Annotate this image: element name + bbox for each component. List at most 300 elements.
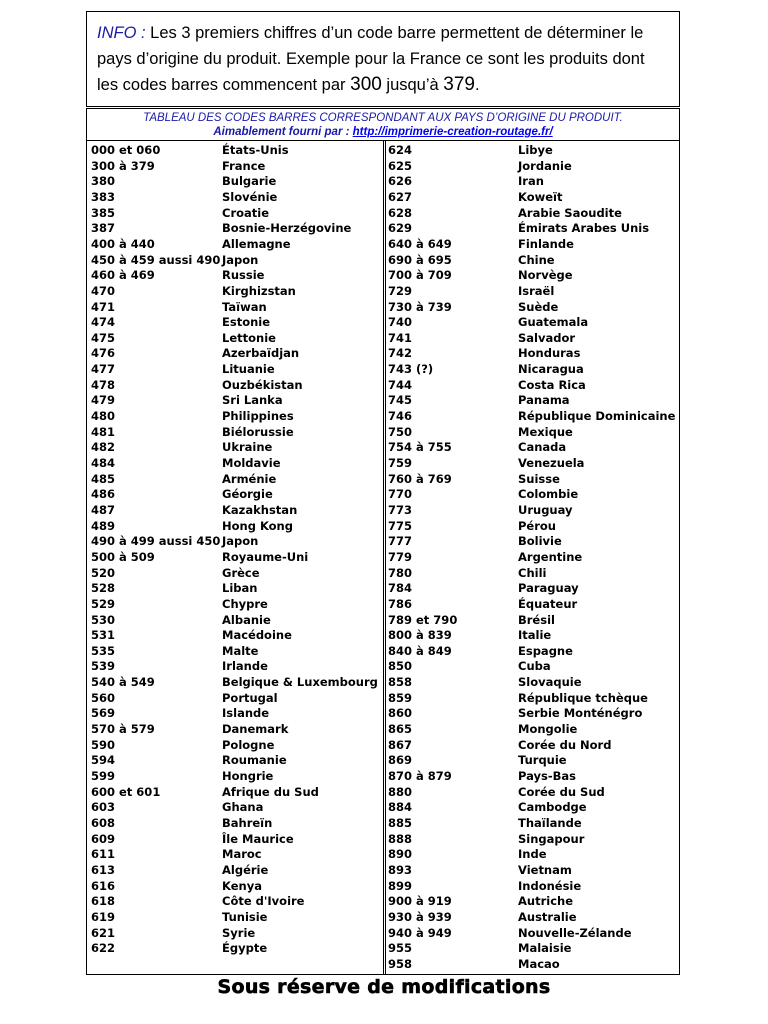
info-text-mid: jusqu’à bbox=[381, 76, 444, 94]
barcode-prefix: 531 bbox=[91, 628, 116, 643]
barcode-prefix: 479 bbox=[91, 393, 116, 408]
barcode-prefix: 930 à 939 bbox=[388, 909, 452, 924]
table-row bbox=[87, 142, 383, 158]
barcode-prefix: 899 bbox=[388, 878, 413, 893]
country-name: Côte d'Ivoire bbox=[222, 894, 305, 909]
table-row bbox=[386, 768, 682, 784]
barcode-prefix: 621 bbox=[91, 925, 116, 940]
country-name: Lettonie bbox=[222, 330, 276, 345]
table-row bbox=[87, 721, 383, 737]
barcode-prefix: 486 bbox=[91, 487, 116, 502]
table-row bbox=[87, 502, 383, 518]
barcode-prefix: 535 bbox=[91, 643, 116, 658]
country-name: Croatie bbox=[222, 205, 270, 220]
country-name: Pérou bbox=[518, 518, 556, 533]
table-row bbox=[386, 799, 682, 815]
table-row bbox=[87, 486, 383, 502]
country-name: Libye bbox=[518, 143, 553, 157]
country-name: Kazakhstan bbox=[222, 502, 298, 517]
country-name: Chili bbox=[518, 565, 547, 580]
country-name: Russie bbox=[222, 268, 265, 283]
country-name: République Dominicaine bbox=[518, 409, 676, 424]
country-name: Mexique bbox=[518, 424, 573, 439]
table-row bbox=[386, 205, 682, 221]
barcode-prefix: 569 bbox=[91, 706, 116, 721]
barcode-prefix: 627 bbox=[388, 189, 413, 204]
barcode-prefix: 608 bbox=[91, 815, 116, 830]
country-name: Canada bbox=[518, 440, 567, 455]
country-name: République tchèque bbox=[518, 690, 648, 705]
table-column-left bbox=[87, 141, 384, 974]
table-row bbox=[386, 158, 682, 174]
barcode-prefix: 477 bbox=[91, 362, 116, 377]
country-name: Venezuela bbox=[518, 456, 585, 470]
barcode-prefix: 520 bbox=[91, 565, 116, 580]
country-name: Nicaragua bbox=[518, 362, 584, 377]
table-row bbox=[87, 643, 383, 659]
country-name: Ghana bbox=[222, 800, 264, 815]
country-name: Paraguay bbox=[518, 581, 579, 596]
country-name: Lituanie bbox=[222, 362, 275, 377]
country-name: Émirats Arabes Unis bbox=[518, 221, 650, 236]
table-row bbox=[386, 189, 682, 205]
barcode-prefix: 940 à 949 bbox=[388, 925, 452, 940]
table-row bbox=[386, 486, 682, 502]
table-row bbox=[386, 549, 682, 565]
credit-link[interactable]: http://imprimerie-creation-routage.fr/ bbox=[352, 126, 553, 138]
country-name: Kenya bbox=[222, 878, 262, 893]
table-row bbox=[386, 878, 682, 894]
country-name: Hong Kong bbox=[222, 518, 293, 533]
barcode-prefix: 867 bbox=[388, 737, 413, 752]
country-name: Bahreïn bbox=[222, 815, 273, 830]
table-row bbox=[87, 862, 383, 878]
barcode-prefix: 618 bbox=[91, 894, 116, 909]
country-name: Sri Lanka bbox=[222, 393, 283, 408]
country-name: Argentine bbox=[518, 549, 583, 564]
country-name: Bosnie-Herzégovine bbox=[222, 221, 352, 236]
barcode-prefix: 490 à 499 aussi 450 bbox=[91, 534, 221, 549]
table-row bbox=[87, 596, 383, 612]
barcode-prefix: 750 bbox=[388, 424, 413, 439]
table-row bbox=[386, 455, 682, 471]
country-name: Danemark bbox=[222, 722, 289, 737]
country-name: Chypre bbox=[222, 596, 268, 611]
barcode-prefix: 539 bbox=[91, 659, 116, 674]
info-text: Les 3 premiers chiffres d’un code barre permettent de déterminer le pays d’origine du produit. Exemple pour la France ce sont les produits dont les codes barres commencent par bbox=[97, 24, 645, 94]
table-row bbox=[386, 658, 682, 674]
country-name: Hongrie bbox=[222, 769, 274, 783]
country-name: Colombie bbox=[518, 487, 579, 502]
country-name: Moldavie bbox=[222, 456, 281, 470]
barcode-prefix: 500 à 509 bbox=[91, 549, 155, 564]
country-name: Pays-Bas bbox=[518, 769, 577, 783]
country-name: Équateur bbox=[518, 596, 578, 611]
table-row bbox=[386, 424, 682, 440]
table-row bbox=[87, 752, 383, 768]
barcode-prefix: 893 bbox=[388, 862, 413, 877]
country-name: Arabie Saoudite bbox=[518, 205, 622, 220]
barcode-prefix: 000 et 060 bbox=[91, 143, 161, 157]
country-name: Costa Rica bbox=[518, 377, 586, 392]
barcode-prefix: 590 bbox=[91, 737, 116, 752]
barcode-prefix: 955 bbox=[388, 941, 413, 956]
table-row bbox=[87, 940, 383, 956]
barcode-prefix: 690 à 695 bbox=[388, 252, 452, 267]
country-name: Roumanie bbox=[222, 753, 287, 768]
table-row bbox=[386, 596, 682, 612]
barcode-prefix: 746 bbox=[388, 409, 413, 424]
country-name: Finlande bbox=[518, 236, 574, 251]
barcode-prefix: 880 bbox=[388, 784, 413, 799]
barcode-prefix: 869 bbox=[388, 753, 413, 768]
table-row bbox=[87, 674, 383, 690]
table-row bbox=[386, 643, 682, 659]
barcode-prefix: 616 bbox=[91, 878, 116, 893]
barcode-prefix: 865 bbox=[388, 722, 413, 737]
country-name: France bbox=[222, 158, 266, 173]
table-title: TABLEAU DES CODES BARRES CORRESPONDANT AUX PAYS D’ORIGINE DU PRODUIT. bbox=[143, 112, 623, 124]
table-row bbox=[386, 283, 682, 299]
table-row bbox=[87, 236, 383, 252]
country-name: Macao bbox=[518, 956, 560, 971]
barcode-prefix: 480 bbox=[91, 409, 116, 424]
table-row bbox=[386, 299, 682, 315]
barcode-prefix: 784 bbox=[388, 581, 413, 596]
table-row bbox=[87, 267, 383, 283]
info-label: INFO : bbox=[97, 24, 146, 42]
country-name: Italie bbox=[518, 628, 552, 643]
country-name: Nouvelle-Zélande bbox=[518, 925, 632, 940]
country-name: Pologne bbox=[222, 737, 275, 752]
barcode-prefix: 600 et 601 bbox=[91, 784, 161, 799]
table-row bbox=[386, 330, 682, 346]
barcode-prefix: 603 bbox=[91, 800, 116, 815]
barcode-prefix: 570 à 579 bbox=[91, 722, 155, 737]
country-name: Thaïlande bbox=[518, 815, 582, 830]
country-name: Kirghizstan bbox=[222, 283, 296, 298]
barcode-prefix: 485 bbox=[91, 471, 116, 486]
barcode-prefix: 611 bbox=[91, 847, 116, 862]
barcode-prefix: 622 bbox=[91, 941, 116, 956]
table-row bbox=[386, 173, 682, 189]
country-name: Turquie bbox=[518, 753, 567, 768]
country-name: Malaisie bbox=[518, 941, 572, 956]
barcode-prefix: 775 bbox=[388, 518, 413, 533]
table-column-right bbox=[385, 141, 682, 974]
country-name: Égypte bbox=[222, 941, 268, 956]
barcode-prefix: 900 à 919 bbox=[388, 894, 452, 909]
barcode-prefix: 478 bbox=[91, 377, 116, 392]
table-row bbox=[87, 424, 383, 440]
barcode-prefix: 626 bbox=[388, 174, 413, 189]
table-row bbox=[386, 392, 682, 408]
table-row bbox=[87, 345, 383, 361]
table-row bbox=[87, 518, 383, 534]
barcode-prefix: 380 bbox=[91, 174, 116, 189]
barcode-prefix: 859 bbox=[388, 690, 413, 705]
country-name: Syrie bbox=[222, 925, 256, 940]
table-row bbox=[386, 846, 682, 862]
country-name: Taïwan bbox=[222, 299, 267, 314]
table-row bbox=[386, 893, 682, 909]
table-row bbox=[386, 518, 682, 534]
info-number-end: 379 bbox=[443, 74, 475, 95]
country-name: Corée du Nord bbox=[518, 737, 612, 752]
country-name: Portugal bbox=[222, 690, 278, 705]
table-row bbox=[386, 345, 682, 361]
country-name: Singapour bbox=[518, 831, 585, 846]
table-row bbox=[386, 565, 682, 581]
country-name: Royaume-Uni bbox=[222, 549, 309, 564]
barcode-prefix: 760 à 769 bbox=[388, 471, 452, 486]
country-name: Île Maurice bbox=[222, 831, 294, 846]
barcode-prefix: 773 bbox=[388, 502, 413, 517]
country-name: Cambodge bbox=[518, 800, 587, 815]
table-row bbox=[87, 784, 383, 800]
barcode-prefix: 640 à 649 bbox=[388, 236, 452, 251]
country-name: Malte bbox=[222, 643, 259, 658]
table-row bbox=[87, 690, 383, 706]
table-row bbox=[386, 580, 682, 596]
country-name: Slovaquie bbox=[518, 675, 582, 690]
credit-prefix: Aimablement fourni par : bbox=[213, 126, 353, 138]
table-row bbox=[386, 831, 682, 847]
barcode-prefix: 594 bbox=[91, 753, 116, 768]
table-row bbox=[87, 878, 383, 894]
table-row bbox=[87, 549, 383, 565]
country-name: Chine bbox=[518, 252, 555, 267]
info-number-start: 300 bbox=[350, 74, 382, 95]
country-name: Irlande bbox=[222, 659, 268, 674]
barcode-prefix: 530 bbox=[91, 612, 116, 627]
barcode-prefix: 730 à 739 bbox=[388, 299, 452, 314]
country-name: États-Unis bbox=[222, 143, 289, 157]
barcode-prefix: 599 bbox=[91, 769, 116, 783]
barcode-prefix: 450 à 459 aussi 490 bbox=[91, 252, 221, 267]
barcode-prefix: 858 bbox=[388, 675, 413, 690]
barcode-prefix: 800 à 839 bbox=[388, 628, 452, 643]
country-name: Grèce bbox=[222, 565, 260, 580]
barcode-prefix: 475 bbox=[91, 330, 116, 345]
barcode-prefix: 470 bbox=[91, 283, 116, 298]
barcode-prefix: 890 bbox=[388, 847, 413, 862]
country-name: Inde bbox=[518, 847, 547, 862]
table-row bbox=[386, 737, 682, 753]
country-name: Jordanie bbox=[518, 158, 572, 173]
country-name: Israël bbox=[518, 283, 555, 298]
country-name: Macédoine bbox=[222, 628, 292, 643]
barcode-prefix: 481 bbox=[91, 424, 116, 439]
country-name: Bolivie bbox=[518, 534, 562, 549]
barcode-prefix: 884 bbox=[388, 800, 413, 815]
country-name: Afrique du Sud bbox=[222, 784, 319, 799]
table-row bbox=[386, 471, 682, 487]
country-name: Biélorussie bbox=[222, 424, 294, 439]
barcode-prefix: 625 bbox=[388, 158, 413, 173]
country-name: Japon bbox=[222, 534, 259, 549]
barcode-prefix: 779 bbox=[388, 549, 413, 564]
barcode-prefix: 400 à 440 bbox=[91, 236, 155, 251]
table-row bbox=[386, 220, 682, 236]
country-name: Panama bbox=[518, 393, 570, 408]
table-row bbox=[87, 580, 383, 596]
table-row bbox=[87, 377, 383, 393]
table-row bbox=[87, 252, 383, 268]
country-name: Vietnam bbox=[518, 862, 572, 877]
table-row bbox=[87, 330, 383, 346]
country-name: Ouzbékistan bbox=[222, 377, 303, 392]
table-row bbox=[386, 252, 682, 268]
table-row bbox=[386, 267, 682, 283]
table-credit bbox=[87, 125, 679, 139]
country-name: Honduras bbox=[518, 346, 581, 361]
country-name: Suède bbox=[518, 299, 559, 314]
table-row bbox=[87, 658, 383, 674]
table-row bbox=[386, 408, 682, 424]
barcode-prefix: 744 bbox=[388, 377, 413, 392]
table-row bbox=[386, 705, 682, 721]
country-name: Algérie bbox=[222, 862, 269, 877]
barcode-prefix: 700 à 709 bbox=[388, 268, 452, 283]
barcode-prefix: 729 bbox=[388, 283, 413, 298]
table-row bbox=[386, 925, 682, 941]
country-name: Géorgie bbox=[222, 487, 273, 502]
table-row bbox=[87, 189, 383, 205]
country-name: Albanie bbox=[222, 612, 271, 627]
table-row bbox=[87, 361, 383, 377]
barcode-prefix: 629 bbox=[388, 221, 413, 236]
table-row bbox=[87, 220, 383, 236]
country-name: Belgique & Luxembourg bbox=[222, 675, 378, 690]
country-name: Allemagne bbox=[222, 236, 291, 251]
country-name: Mongolie bbox=[518, 722, 578, 737]
barcode-prefix: 741 bbox=[388, 330, 413, 345]
barcode-prefix: 740 bbox=[388, 315, 413, 330]
country-name: Suisse bbox=[518, 471, 560, 486]
table-row bbox=[386, 314, 682, 330]
table-row bbox=[87, 815, 383, 831]
barcode-prefix: 870 à 879 bbox=[388, 769, 452, 783]
country-name: Uruguay bbox=[518, 502, 573, 517]
barcode-prefix: 786 bbox=[388, 596, 413, 611]
table-row bbox=[87, 408, 383, 424]
table-header bbox=[87, 109, 679, 141]
table-row bbox=[386, 956, 682, 972]
table-row bbox=[87, 925, 383, 941]
footer-disclaimer: Sous réserve de modifications bbox=[217, 976, 551, 998]
table-row bbox=[386, 909, 682, 925]
table-row bbox=[87, 831, 383, 847]
barcode-prefix: 743 (?) bbox=[388, 362, 434, 377]
barcode-prefix: 770 bbox=[388, 487, 413, 502]
country-name: Salvador bbox=[518, 330, 576, 345]
barcode-prefix: 754 à 755 bbox=[388, 440, 452, 455]
table-row bbox=[87, 627, 383, 643]
country-name: Maroc bbox=[222, 847, 262, 862]
barcode-prefix: 460 à 469 bbox=[91, 268, 155, 283]
country-name: Liban bbox=[222, 581, 258, 596]
barcode-prefix: 476 bbox=[91, 346, 116, 361]
country-name: Ukraine bbox=[222, 440, 273, 455]
country-name: Iran bbox=[518, 174, 544, 189]
barcode-prefix: 840 à 849 bbox=[388, 643, 452, 658]
barcode-prefix: 560 bbox=[91, 690, 116, 705]
table-row bbox=[87, 909, 383, 925]
barcode-table bbox=[86, 108, 680, 975]
barcode-prefix: 745 bbox=[388, 393, 413, 408]
barcode-prefix: 759 bbox=[388, 456, 413, 470]
country-name: Arménie bbox=[222, 471, 277, 486]
table-row bbox=[386, 674, 682, 690]
barcode-prefix: 742 bbox=[388, 346, 413, 361]
table-row bbox=[386, 142, 682, 158]
barcode-prefix: 484 bbox=[91, 456, 116, 470]
barcode-prefix: 489 bbox=[91, 518, 116, 533]
country-name: Corée du Sud bbox=[518, 784, 605, 799]
table-row bbox=[87, 471, 383, 487]
country-name: Azerbaïdjan bbox=[222, 346, 300, 361]
country-name: Espagne bbox=[518, 643, 573, 658]
table-row bbox=[87, 299, 383, 315]
barcode-prefix: 609 bbox=[91, 831, 116, 846]
barcode-prefix: 540 à 549 bbox=[91, 675, 155, 690]
country-name: Cuba bbox=[518, 659, 551, 674]
table-row bbox=[87, 737, 383, 753]
country-name: Brésil bbox=[518, 612, 555, 627]
barcode-prefix: 528 bbox=[91, 581, 116, 596]
info-box bbox=[86, 11, 680, 107]
table-row bbox=[87, 846, 383, 862]
barcode-prefix: 780 bbox=[388, 565, 413, 580]
barcode-prefix: 619 bbox=[91, 909, 116, 924]
table-row bbox=[386, 862, 682, 878]
barcode-prefix: 628 bbox=[388, 205, 413, 220]
barcode-prefix: 474 bbox=[91, 315, 116, 330]
table-row bbox=[87, 799, 383, 815]
table-row bbox=[87, 283, 383, 299]
table-row bbox=[87, 392, 383, 408]
barcode-prefix: 383 bbox=[91, 189, 116, 204]
table-row bbox=[87, 173, 383, 189]
table-row bbox=[386, 784, 682, 800]
barcode-prefix: 850 bbox=[388, 659, 413, 674]
country-name: Islande bbox=[222, 706, 270, 721]
barcode-prefix: 387 bbox=[91, 221, 116, 236]
table-row bbox=[87, 893, 383, 909]
table-row bbox=[386, 377, 682, 393]
barcode-prefix: 471 bbox=[91, 299, 116, 314]
country-name: Koweït bbox=[518, 189, 563, 204]
barcode-prefix: 958 bbox=[388, 956, 413, 971]
country-name: Autriche bbox=[518, 894, 574, 909]
barcode-prefix: 885 bbox=[388, 815, 413, 830]
info-text-end: . bbox=[475, 76, 480, 94]
table-row bbox=[386, 721, 682, 737]
table-row bbox=[386, 502, 682, 518]
country-name: Bulgarie bbox=[222, 174, 277, 189]
table-row bbox=[87, 314, 383, 330]
table-row bbox=[87, 533, 383, 549]
country-name: Guatemala bbox=[518, 315, 589, 330]
table-row bbox=[386, 361, 682, 377]
table-row bbox=[386, 533, 682, 549]
table-row bbox=[87, 439, 383, 455]
table-row bbox=[87, 565, 383, 581]
country-name: Tunisie bbox=[222, 909, 268, 924]
table-row bbox=[386, 690, 682, 706]
barcode-prefix: 613 bbox=[91, 862, 116, 877]
